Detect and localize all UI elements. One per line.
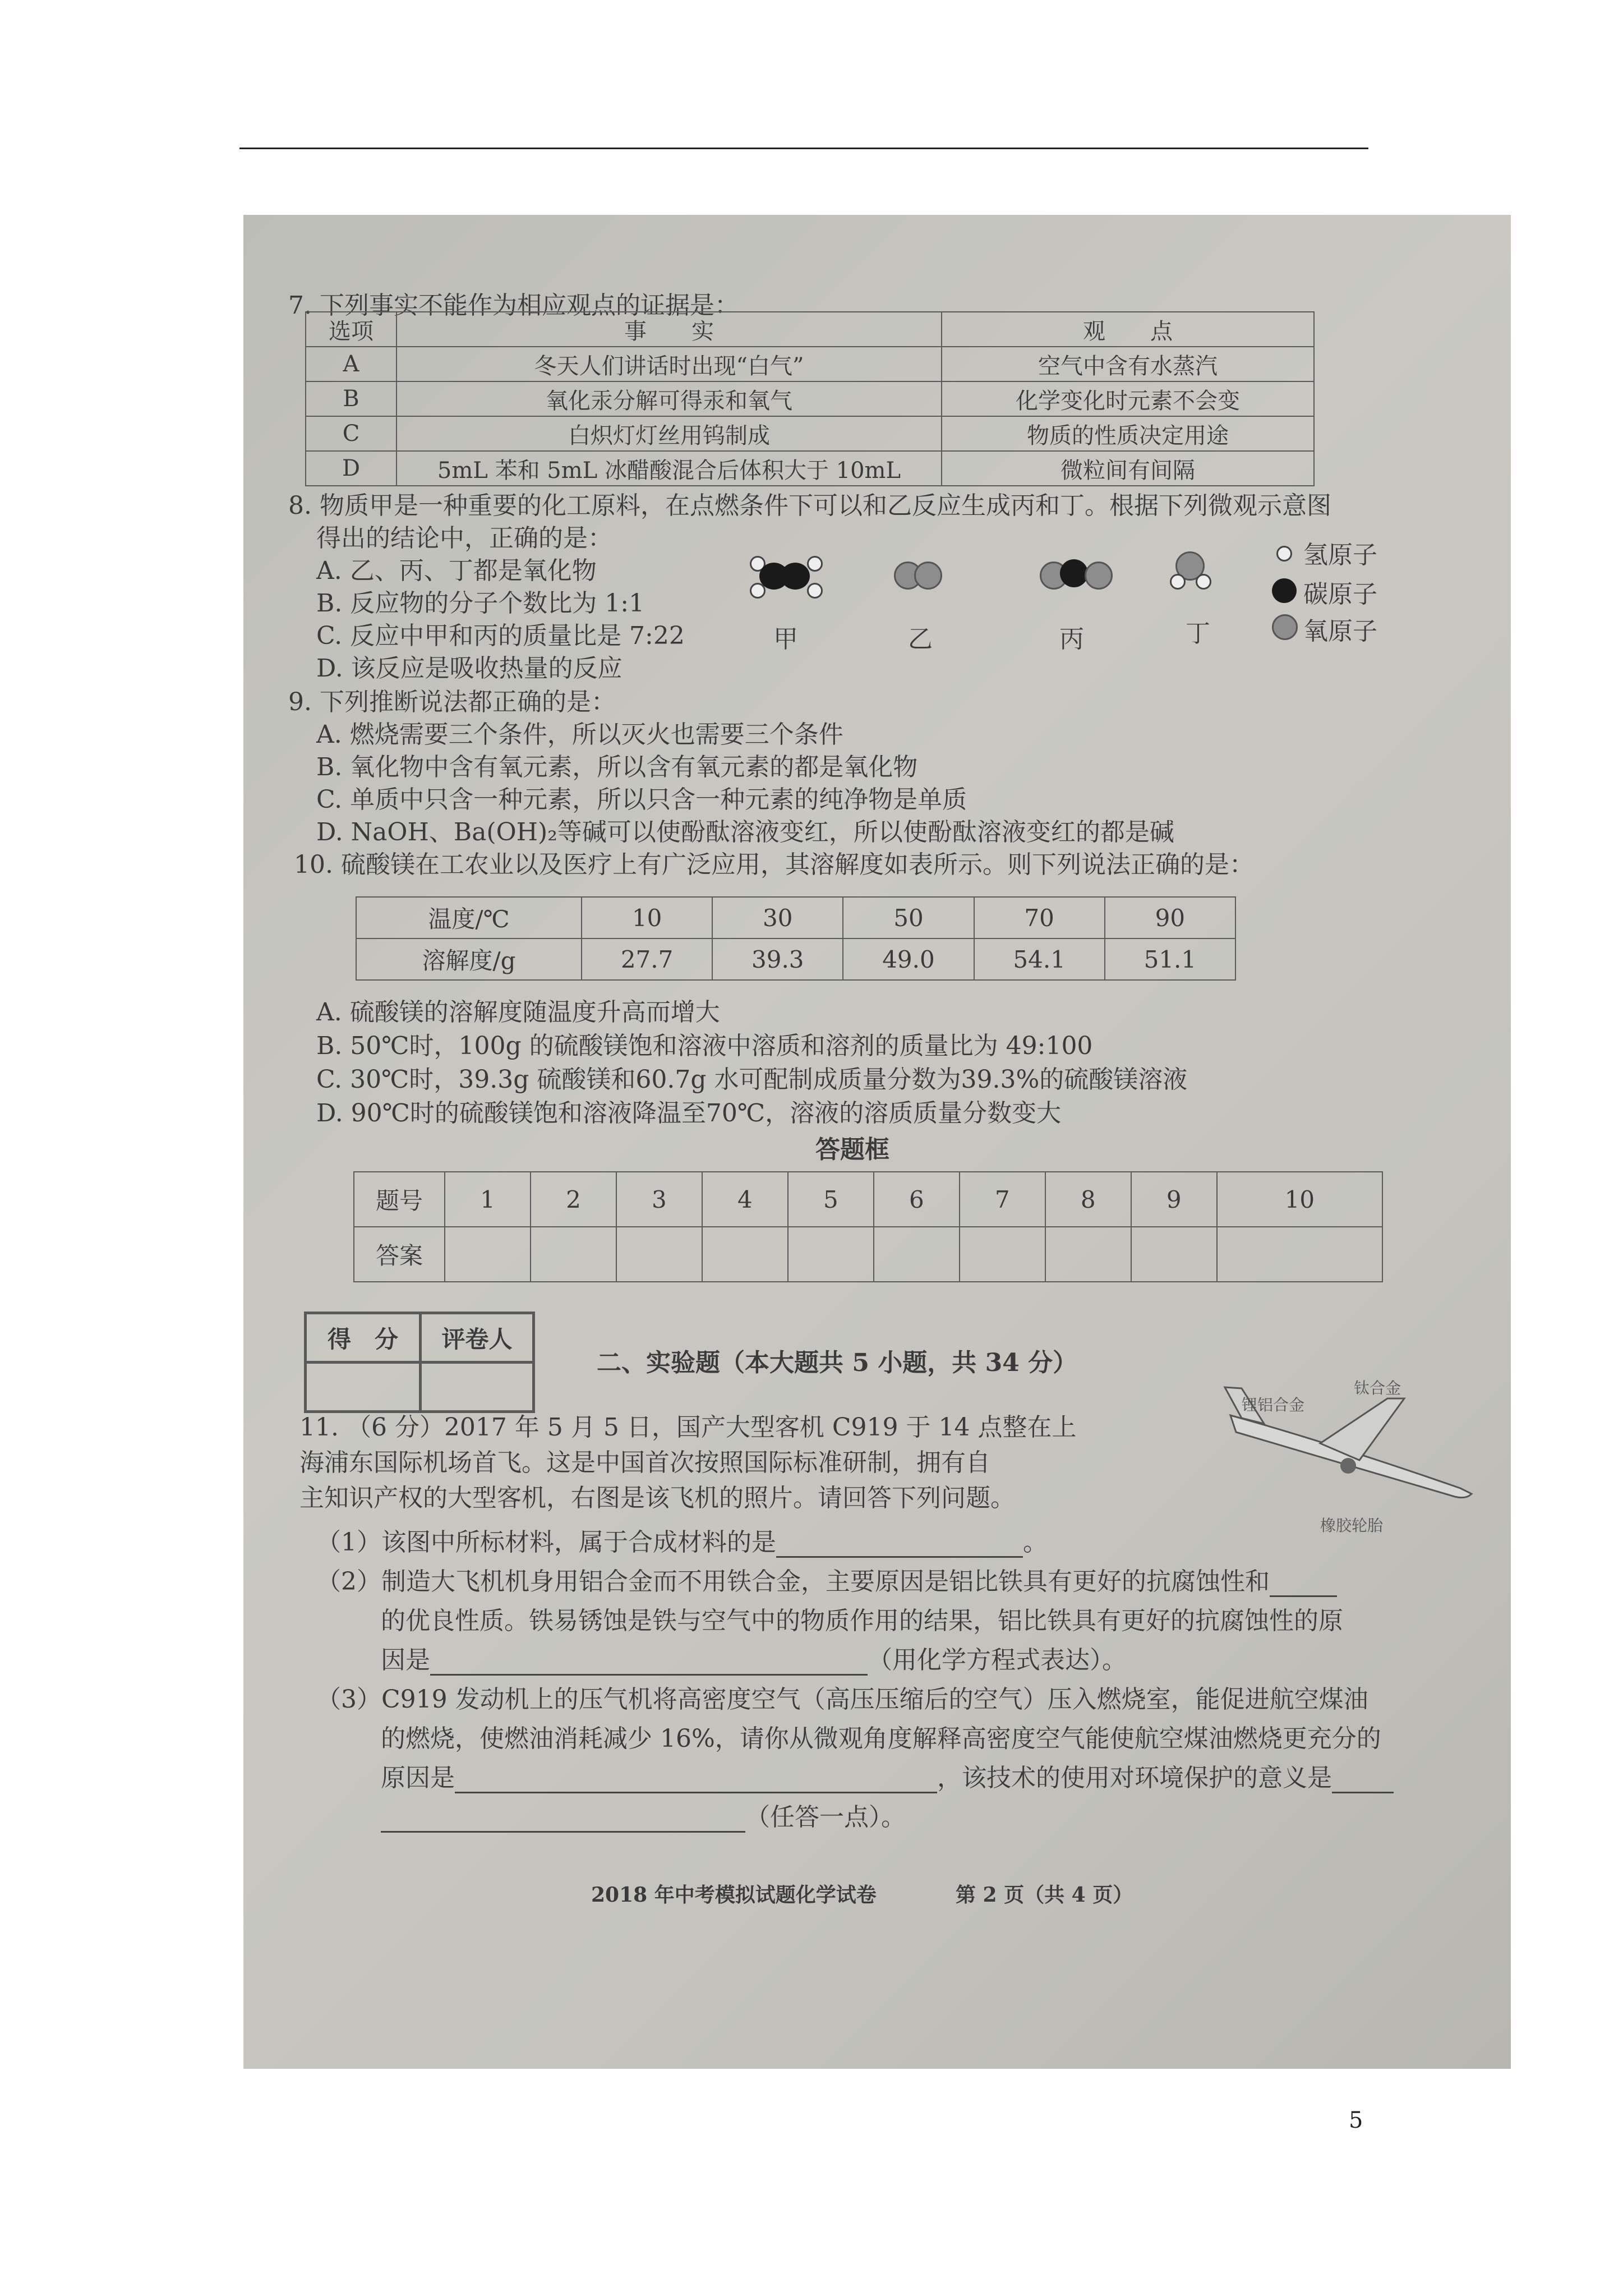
q7-table [305,311,1315,486]
temp-cell: 30 [712,897,843,938]
label-rubber-tire: 橡胶轮胎 [1320,1516,1384,1535]
q7-cell: 冬天人们讲话时出现“白气” [396,347,942,381]
answer-cell[interactable] [960,1227,1045,1282]
answer-blank[interactable] [776,1534,1023,1558]
temp-label: 温度/℃ [356,897,582,938]
question-number: 1 [445,1172,531,1227]
q10-option-b: B. 50℃时，100g 的硫酸镁饱和溶液中溶质和溶剂的质量比为 49:100 [316,1032,1093,1060]
scanned-exam-photo [243,215,1511,2069]
solubility-cell: 51.1 [1105,938,1235,980]
oxygen-legend-icon [1272,614,1298,640]
q7-cell: A [306,347,396,381]
answer-cell[interactable] [616,1227,702,1282]
question-number: 5 [788,1172,874,1227]
q11-line3: 主知识产权的大型客机，右图是该飞机的照片。请回答下列问题。 [299,1484,1015,1512]
question-number-label: 题号 [354,1172,445,1227]
answer-blank[interactable] [455,1769,937,1793]
header-rule [239,148,1368,149]
question-number: 10 [1217,1172,1382,1227]
grader-cell[interactable] [421,1363,534,1412]
q10-stem: 10. 硫酸镁在工农业以及医疗上有广泛应用，其溶解度如表所示。则下列说法正确的是： [294,850,1254,879]
temp-cell: 90 [1105,897,1235,938]
q9-stem: 9. 下列推断说法都正确的是： [288,688,616,716]
q7-cell: D [306,451,396,486]
q7-header-view: 观 点 [942,312,1314,347]
answer-cell[interactable] [1131,1227,1217,1282]
label-jia: 甲 [773,625,798,654]
q10-option-a: A. 硫酸镁的溶解度随温度升高而增大 [316,998,720,1027]
q7-header-option: 选项 [306,312,396,347]
q11-part1: （1）该图中所标材料，属于合成材料的是 。 [316,1528,1048,1557]
exam-title-footer: 2018 年中考模拟试题化学试卷 [591,1883,877,1907]
answer-blank[interactable] [381,1809,745,1833]
q9-option-b: B. 氧化物中含有氧元素，所以含有氧元素的都是氧化物 [316,753,918,781]
answer-cell[interactable] [445,1227,531,1282]
label-yi: 乙 [908,625,933,654]
solubility-cell: 27.7 [582,938,712,980]
answer-box [353,1171,1383,1282]
page-number: 5 [1349,2108,1363,2133]
q11-part2-line3: 因是 （用化学方程式表达）。 [381,1646,1127,1674]
q8-option-b: B. 反应物的分子个数比为 1:1 [316,589,645,618]
q10-option-d: D. 90℃时的硫酸镁饱和溶液降温至70℃，溶液的溶质质量分数变大 [316,1099,1062,1128]
answer-box-title: 答题框 [815,1135,889,1164]
answer-cell[interactable] [788,1227,874,1282]
hydrogen-legend-icon [1276,546,1292,562]
q11-part3-line1: （3）C919 发动机上的压气机将高密度空气（高压压缩后的空气）压入燃烧室，能促进航空煤油 [316,1685,1368,1714]
q8-option-d: D. 该反应是吸收热量的反应 [316,654,623,683]
answer-blank[interactable] [1270,1573,1337,1597]
solubility-cell: 49.0 [843,938,974,980]
grader-label: 评卷人 [421,1313,534,1363]
q9-option-c: C. 单质中只含一种元素，所以只含一种元素的纯净物是单质 [316,785,967,814]
q8-stem-line1: 8. 物质甲是一种重要的化工原料，在点燃条件下可以和乙反应生成丙和丁。根据下列微观示意图 [288,491,1331,520]
q7-cell: 空气中含有水蒸汽 [942,347,1314,381]
answer-cell[interactable] [531,1227,616,1282]
q11-part3-line4: （任答一点）。 [381,1797,906,1833]
q7-cell: B [306,381,396,416]
score-label: 得 分 [306,1313,421,1363]
answer-cell[interactable] [1217,1227,1382,1282]
section-2-title: 二、实验题（本大题共 5 小题，共 34 分） [597,1349,1078,1377]
question-number: 4 [702,1172,788,1227]
q7-cell: 物质的性质决定用途 [942,416,1314,451]
q11-line2: 海浦东国际机场首飞。这是中国首次按照国际标准研制，拥有自 [299,1448,990,1477]
answer-cell[interactable] [1045,1227,1131,1282]
solubility-cell: 39.3 [712,938,843,980]
q9-option-d: D. NaOH、Ba(OH)₂等碱可以使酚酞溶液变红，所以使酚酞溶液变红的都是碱 [316,818,1174,846]
solubility-cell: 54.1 [974,938,1105,980]
answer-blank[interactable] [430,1651,868,1676]
q7-header-fact: 事 实 [396,312,942,347]
legend-carbon: 碳原子 [1303,580,1377,609]
q7-cell: 氧化汞分解可得汞和氧气 [396,381,942,416]
q9-option-a: A. 燃烧需要三个条件，所以灭火也需要三个条件 [316,720,843,749]
answer-cell[interactable] [702,1227,788,1282]
page-indicator: 第 2 页（共 4 页） [956,1883,1133,1907]
q11-part2-line1: （2）制造大飞机机身用铝合金而不用铁合金，主要原因是铝比铁具有更好的抗腐蚀性和 [316,1561,1337,1597]
label-ding: 丁 [1186,619,1210,648]
answer-blank[interactable] [1332,1769,1394,1793]
q11-line1: 11. （6 分）2017 年 5 月 5 日，国产大型客机 C919 于 14 点整在上 [299,1413,1077,1442]
question-number: 3 [616,1172,702,1227]
label-lithium-aluminum: 锂铝合金 [1242,1396,1305,1414]
solubility-label: 溶解度/g [356,938,582,980]
q7-cell: 微粒间有间隔 [942,451,1314,486]
q8-option-c: C. 反应中甲和丙的质量比是 7:22 [316,622,685,650]
carbon-legend-icon [1272,578,1297,603]
label-titanium-alloy: 钛合金 [1354,1379,1401,1397]
q7-stem: 7. 下列事实不能作为相应观点的证据是： [288,291,739,320]
score-cell[interactable] [306,1363,421,1412]
legend-oxygen: 氧原子 [1303,617,1377,646]
answer-label: 答案 [354,1227,445,1282]
q7-cell: 5mL 苯和 5mL 冰醋酸混合后体积大于 10mL [396,451,942,486]
solubility-table [356,896,1236,981]
question-number: 9 [1131,1172,1217,1227]
q7-cell: 白炽灯灯丝用钨制成 [396,416,942,451]
temp-cell: 50 [843,897,974,938]
temp-cell: 10 [582,897,712,938]
question-number: 7 [960,1172,1045,1227]
question-number: 2 [531,1172,616,1227]
q7-cell: C [306,416,396,451]
question-number: 8 [1045,1172,1131,1227]
q10-option-c: C. 30℃时，39.3g 硫酸镁和60.7g 水可配制成质量分数为39.3%的硫酸镁溶液 [316,1065,1188,1094]
q11-part3-line3: 原因是 ，该技术的使用对环境保护的意义是 [381,1757,1394,1793]
score-box [304,1312,535,1413]
q7-cell: 化学变化时元素不会变 [942,381,1314,416]
legend-hydrogen: 氢原子 [1303,541,1377,569]
q8-stem-line2: 得出的结论中，正确的是： [316,524,612,553]
q8-option-a: A. 乙、丙、丁都是氧化物 [316,556,597,585]
q11-part2-line2: 的优良性质。铁易锈蚀是铁与空气中的物质作用的结果，铝比铁具有更好的抗腐蚀性的原 [381,1607,1343,1635]
question-number: 6 [874,1172,960,1227]
q11-part3-line2: 的燃烧，使燃油消耗减少 16%，请你从微观角度解释高密度空气能使航空煤油燃烧更充分的 [381,1724,1381,1753]
answer-cell[interactable] [874,1227,960,1282]
label-bing: 丙 [1059,625,1084,654]
temp-cell: 70 [974,897,1105,938]
